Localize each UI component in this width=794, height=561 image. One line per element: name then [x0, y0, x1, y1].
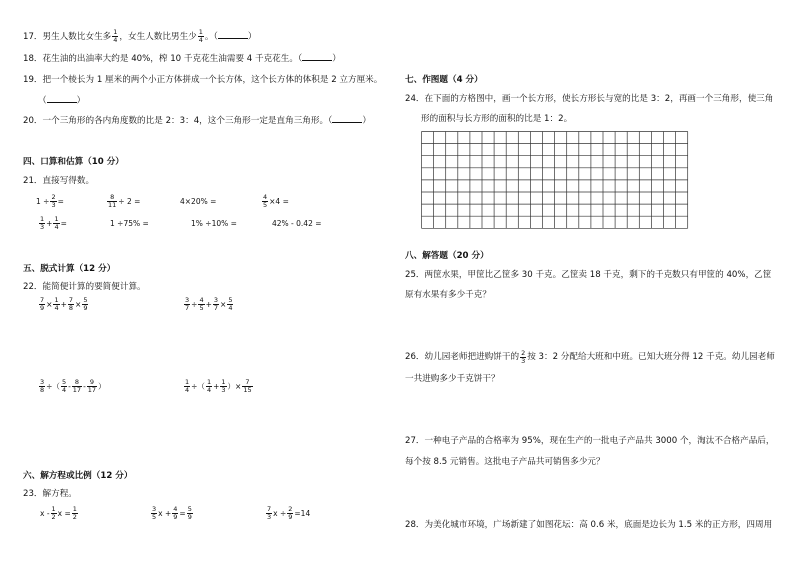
fraction: $\frac{4}{5}$	[199, 296, 204, 312]
question-22: 22．能简便计算的要简便计算。	[23, 282, 146, 292]
fraction: $\frac{8}{11}$	[108, 193, 117, 209]
question-23: 23．解方程。	[23, 489, 77, 499]
question-20: 20．一个三角形的各内角度数的比是 2：3：4，这个三角形一定是直角三角形。（ ）	[23, 116, 371, 126]
fraction: $\frac{3}{7}$	[185, 296, 190, 312]
fraction: $\frac{7}{8}$	[68, 296, 74, 312]
expression-item: $\frac{7}{9}$ × $\frac{1}{4}$ + $\frac{7}{8}$ × $\frac{5}{9}$	[40, 296, 88, 312]
fraction: $\frac{1}{4}$	[113, 28, 118, 44]
drawing-grid[interactable]	[421, 131, 690, 230]
fraction: $\frac{7}{15}$	[243, 378, 252, 394]
fraction: $\frac{5}{4}$	[61, 378, 67, 394]
question-19-blank-line: （ ）	[38, 96, 86, 106]
oral-calc-item: 42% - 0.42 =	[272, 219, 322, 228]
fraction: $\frac{2}{3}$	[521, 349, 526, 365]
fraction: $\frac{3}{8}$	[40, 378, 45, 394]
fraction: $\frac{8}{17}$	[72, 378, 82, 394]
oral-calc-item: $\frac{1}{3}$ + $\frac{1}{4}$ =	[40, 215, 67, 231]
equation-item: $\frac{7}{3}$ x ÷ $\frac{2}{9}$ =14	[267, 505, 311, 521]
fraction: $\frac{1}{4}$	[206, 378, 212, 394]
question-28: 28．为美化城市环境，广场新建了如图花坛：高 0.6 米，底面是边长为 1.5 米的正方形，四周用	[405, 520, 773, 530]
fraction: $\frac{1}{2}$	[72, 505, 77, 521]
section-8-heading: 八、解答题（20 分）	[405, 251, 489, 261]
question-19: 19．把一个棱长为 1 厘米的两个小正方体拼成一个长方体，这个长方体的体积是 2 立方厘米。	[23, 75, 383, 85]
equation-item: $\frac{3}{5}$ x + $\frac{4}{9}$ = $\frac{5}{9}$	[152, 505, 192, 521]
fraction: $\frac{1}{4}$	[54, 215, 59, 231]
oral-calc-item: 1 ÷75% =	[110, 219, 149, 228]
section-6-heading: 六、解方程或比例（12 分）	[23, 471, 133, 481]
oral-calc-item: 1 ÷ $\frac{2}{3}$ =	[36, 193, 64, 209]
expression-item: $\frac{3}{8}$ ÷（ $\frac{5}{4}$ - $\frac{8}{17}$ - $\frac{9}{17}$ ）	[40, 378, 106, 394]
fraction: $\frac{1}{4}$	[198, 28, 203, 44]
fraction: $\frac{1}{2}$	[51, 505, 56, 521]
fraction: $\frac{1}{4}$	[54, 296, 59, 312]
oral-calc-item: $\frac{4}{5}$ ×4 =	[263, 193, 289, 209]
question-25-line2: 原有水果有多少千克？	[405, 290, 491, 300]
question-24: 24．在下面的方格图中，画一个长方形，使长方形长与宽的比是 3：2，再画一个三角形，使三角	[405, 94, 774, 104]
fraction: $\frac{2}{9}$	[288, 505, 293, 521]
question-27-line2: 每个按 8.5 元销售。这批电子产品共可销售多少元？	[405, 457, 605, 467]
question-25: 25．两筐水果，甲筐比乙筐多 30 千克。乙筐卖 18 千克，剩下的千克数只有甲筐的 40%，乙筐	[405, 270, 772, 280]
fraction: $\frac{7}{3}$	[267, 505, 272, 521]
fraction: $\frac{3}{5}$	[152, 505, 157, 521]
question-17: 17．男生人数比女生多 $\frac{1}{4}$ ，女生人数比男生少 $\frac{1}{4}$ 。（ ）	[23, 28, 257, 44]
oral-calc-item: 1% ÷10% =	[191, 219, 237, 228]
answer-blank[interactable]	[332, 114, 362, 123]
question-26-line2: 一共进购多少千克饼干？	[405, 374, 500, 384]
oral-calc-item: $\frac{8}{11}$ ÷ 2 =	[108, 193, 141, 209]
fraction: $\frac{5}{9}$	[187, 505, 192, 521]
question-18: 18．花生油的出油率大约是 40%，榨 10 千克花生油需要 4 千克花生。（ ）	[23, 54, 341, 64]
fraction: $\frac{1}{3}$	[40, 215, 45, 231]
answer-blank[interactable]	[302, 52, 332, 61]
fraction: $\frac{2}{3}$	[51, 193, 56, 209]
fraction: $\frac{9}{17}$	[87, 378, 97, 394]
oral-calc-item: 4×20% =	[180, 197, 217, 206]
fraction: $\frac{1}{3}$	[221, 378, 226, 394]
expression-item: $\frac{1}{4}$ ÷（ $\frac{1}{4}$ + $\frac{1}{3}$ ）× $\frac{7}{15}$	[185, 378, 252, 394]
fraction: $\frac{7}{9}$	[40, 296, 45, 312]
answer-blank[interactable]	[218, 30, 248, 39]
fraction: $\frac{4}{5}$	[263, 193, 268, 209]
answer-blank[interactable]	[47, 94, 77, 103]
fraction: $\frac{4}{9}$	[173, 505, 178, 521]
section-4-heading: 四、口算和估算（10 分）	[23, 157, 124, 167]
question-26: 26．幼儿园老师把进购饼干的 $\frac{2}{3}$ 按 3：2 分配给大班和中班。已知大班分得 12 千克。幼儿园老师	[405, 349, 775, 365]
section-5-heading: 五、脱式计算（12 分）	[23, 264, 116, 274]
question-24-line2: 形的面积与长方形的面积的比是 1：2。	[421, 114, 573, 124]
fraction: $\frac{3}{7}$	[213, 296, 219, 312]
question-27: 27．一种电子产品的合格率为 95%，现在生产的一批电子产品共 3000 个，淘汰不合格产品后，	[405, 436, 775, 446]
question-21: 21．直接写得数。	[23, 176, 95, 186]
section-7-heading: 七、作图题（4 分）	[405, 75, 483, 85]
fraction: $\frac{5}{4}$	[228, 296, 233, 312]
fraction: $\frac{1}{4}$	[185, 378, 190, 394]
expression-item: $\frac{3}{7}$ ÷ $\frac{4}{5}$ + $\frac{3}{7}$ × $\frac{5}{4}$	[185, 296, 233, 312]
equation-item: x - $\frac{1}{2}$ x = $\frac{1}{2}$	[40, 505, 77, 521]
fraction: $\frac{5}{9}$	[83, 296, 88, 312]
